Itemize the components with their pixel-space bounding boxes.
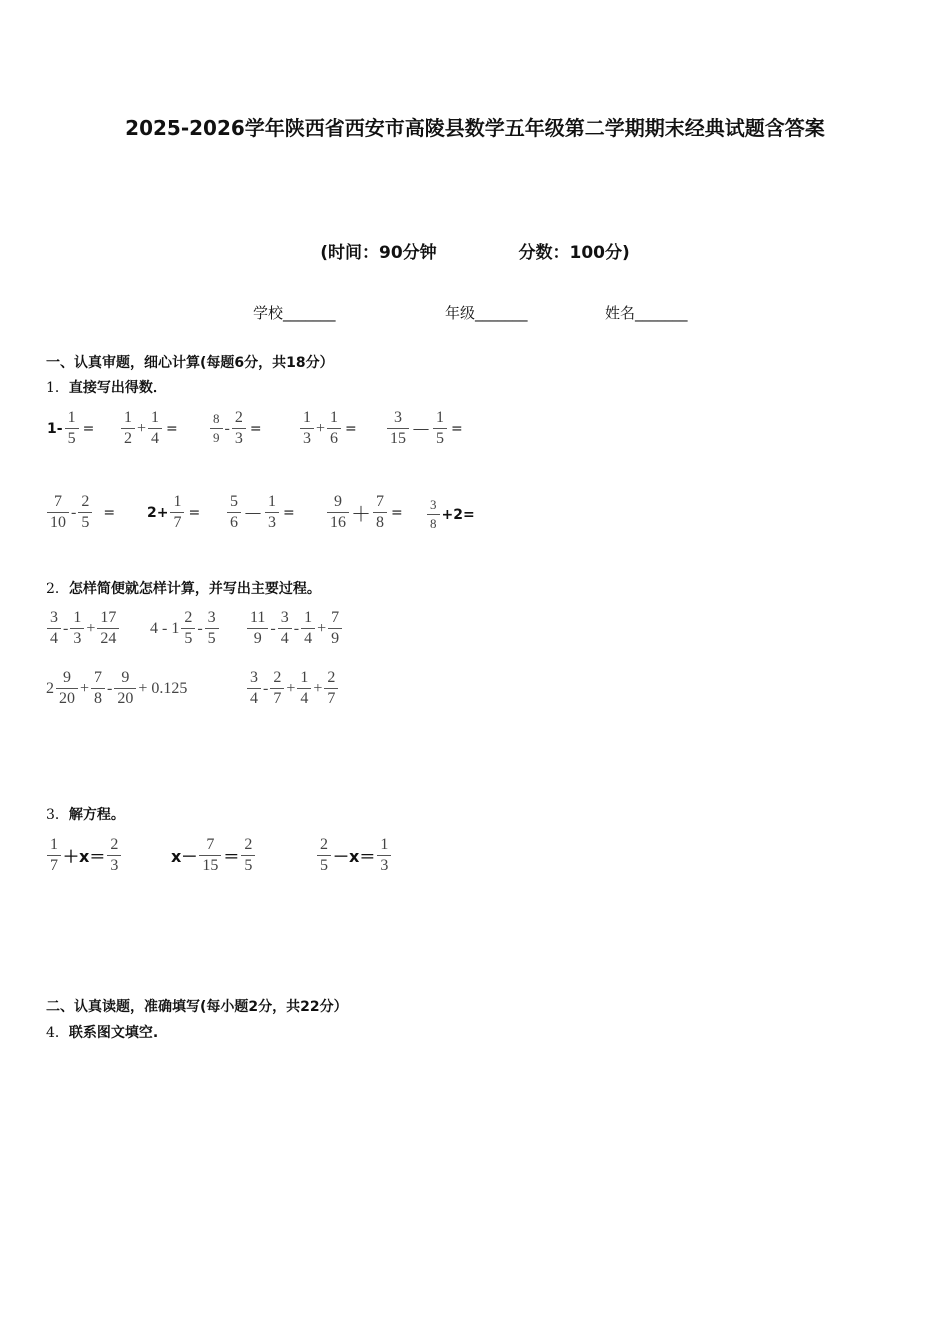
fraction: $\frac{1}{4}$ (148, 408, 162, 449)
exam-score: 分数：100分) (518, 243, 630, 263)
question-text: 解方程。 (68, 807, 125, 823)
operator: － (243, 504, 263, 526)
question-3 (46, 804, 125, 824)
question-text: 联系图文填空. (68, 1025, 159, 1041)
operator: - (63, 619, 69, 637)
fraction: $\frac{3}{4}$ (278, 608, 292, 649)
fraction: $\frac{1}{5}$ (65, 408, 79, 449)
calc-item (46, 492, 115, 533)
fraction: $\frac{1}{4}$ (301, 608, 315, 649)
simplify-item (46, 668, 188, 709)
fraction: $\frac{7}{8}$ (373, 492, 387, 533)
fraction: $\frac{3}{8}$ (427, 496, 440, 533)
simplify-item (246, 668, 339, 709)
fraction: $\frac{1}{5}$ (433, 408, 447, 449)
calc-item (326, 492, 403, 533)
section-2-heading: 二、认真读题，准确填写(每小题2分，共22分） (46, 999, 348, 1015)
equation-item (170, 835, 256, 876)
equation-item (316, 835, 392, 876)
fraction: $\frac{17}{24}$ (97, 608, 119, 649)
equals: = (188, 504, 201, 521)
fraction: $\frac{2}{3}$ (232, 408, 246, 449)
fraction: $\frac{5}{6}$ (227, 492, 241, 533)
expr-tail: + 0.125 (138, 679, 188, 697)
equals: = (166, 420, 178, 437)
operator: - (224, 419, 230, 437)
expr-tail: +2= (441, 506, 475, 523)
grade-field[interactable]: 年级_______ (445, 304, 528, 322)
fraction: $\frac{2}{5}$ (241, 835, 255, 876)
fraction: $\frac{2}{5}$ (181, 608, 195, 649)
calc-item (146, 492, 200, 533)
equation-middle: ＋x＝ (63, 847, 106, 866)
question-text: 怎样简便就怎样计算，并写出主要过程。 (68, 581, 321, 597)
operator: - (293, 619, 300, 637)
exam-time: (时间：90分钟 (320, 243, 437, 263)
operator: + (317, 619, 327, 637)
operator: - (197, 619, 203, 637)
fraction: $\frac{3}{15}$ (387, 408, 409, 449)
fraction: $\frac{1}{3}$ (265, 492, 279, 533)
exam-meta (0, 238, 950, 263)
fraction: $\frac{8}{9}$ (210, 410, 223, 447)
equation-middle: ＝ (223, 847, 240, 866)
simplify-item (150, 608, 220, 649)
operator: + (316, 419, 326, 437)
operator: － (411, 420, 431, 442)
fraction: $\frac{2}{7}$ (324, 668, 338, 709)
calc-item (299, 408, 357, 449)
fraction: $\frac{1}{6}$ (327, 408, 341, 449)
section-1-heading: 一、认真审题，细心计算(每题6分，共18分） (46, 355, 334, 371)
fraction: $\frac{9}{20}$ (56, 668, 78, 709)
fraction: $\frac{3}{5}$ (205, 608, 219, 649)
question-number: 3． (46, 807, 69, 823)
equals: = (451, 420, 463, 437)
fraction: $\frac{1}{3}$ (300, 408, 314, 449)
operator: - (107, 679, 113, 697)
fraction: $\frac{2}{5}$ (317, 835, 331, 876)
calc-item (426, 496, 476, 533)
fraction: $\frac{7}{10}$ (47, 492, 69, 533)
question-4 (46, 1022, 158, 1042)
fraction: $\frac{1}{2}$ (121, 408, 135, 449)
simplify-item (46, 608, 120, 649)
fraction: $\frac{7}{8}$ (91, 668, 105, 709)
question-text: 直接写出得数． (68, 380, 167, 396)
question-number: 1． (46, 380, 69, 396)
fraction: $\frac{11}{9}$ (247, 608, 268, 649)
question-number: 2． (46, 581, 69, 597)
equals: = (249, 420, 262, 437)
operator: - (270, 619, 276, 637)
equation-middle: －x＝ (333, 847, 376, 866)
question-1 (46, 377, 167, 397)
expr-lead: 1- (47, 420, 63, 437)
equation-item (46, 835, 122, 876)
equals: = (82, 420, 95, 437)
operator: ＋ (351, 504, 371, 526)
fraction: $\frac{9}{16}$ (327, 492, 349, 533)
simplify-item (246, 608, 343, 649)
fraction: $\frac{3}{4}$ (247, 668, 261, 709)
expr-lead: 2+ (147, 504, 169, 521)
question-2 (46, 578, 321, 598)
fraction: $\frac{7}{9}$ (328, 608, 342, 649)
operator: + (137, 419, 147, 437)
equals: = (345, 420, 357, 437)
fraction: $\frac{2}{7}$ (270, 668, 284, 709)
fraction: $\frac{7}{15}$ (199, 835, 221, 876)
calc-item (46, 408, 94, 449)
mixed-whole: 2 (46, 679, 54, 697)
fraction: $\frac{2}{3}$ (107, 835, 121, 876)
school-field[interactable]: 学校_______ (253, 304, 336, 322)
operator: - (263, 679, 269, 697)
calc-item (209, 408, 262, 449)
fraction: $\frac{1}{3}$ (70, 608, 84, 649)
operator: + (86, 619, 96, 637)
fraction: $\frac{2}{5}$ (78, 492, 92, 533)
equals: = (283, 504, 295, 521)
operator: - (71, 503, 77, 521)
fraction: $\frac{3}{4}$ (47, 608, 61, 649)
calc-item (386, 408, 463, 449)
calc-item (120, 408, 178, 449)
expr-lead: 4 - 1 (150, 619, 180, 637)
expr-lead: x－ (171, 847, 198, 866)
equals: = (391, 504, 403, 521)
page-title: 2025-2026学年陕西省西安市高陵县数学五年级第二学期期末经典试题含答案 (125, 116, 825, 140)
question-number: 4． (46, 1025, 69, 1041)
operator: + (80, 679, 90, 697)
fraction: $\frac{1}{7}$ (47, 835, 61, 876)
fraction: $\frac{1}{7}$ (170, 492, 184, 533)
fraction: $\frac{9}{20}$ (114, 668, 136, 709)
calc-item (226, 492, 295, 533)
name-field[interactable]: 姓名_______ (605, 304, 688, 322)
operator: + (313, 679, 323, 697)
fraction: $\frac{1}{3}$ (377, 835, 391, 876)
equals: = (103, 504, 116, 521)
fraction: $\frac{1}{4}$ (297, 668, 311, 709)
operator: + (286, 679, 296, 697)
